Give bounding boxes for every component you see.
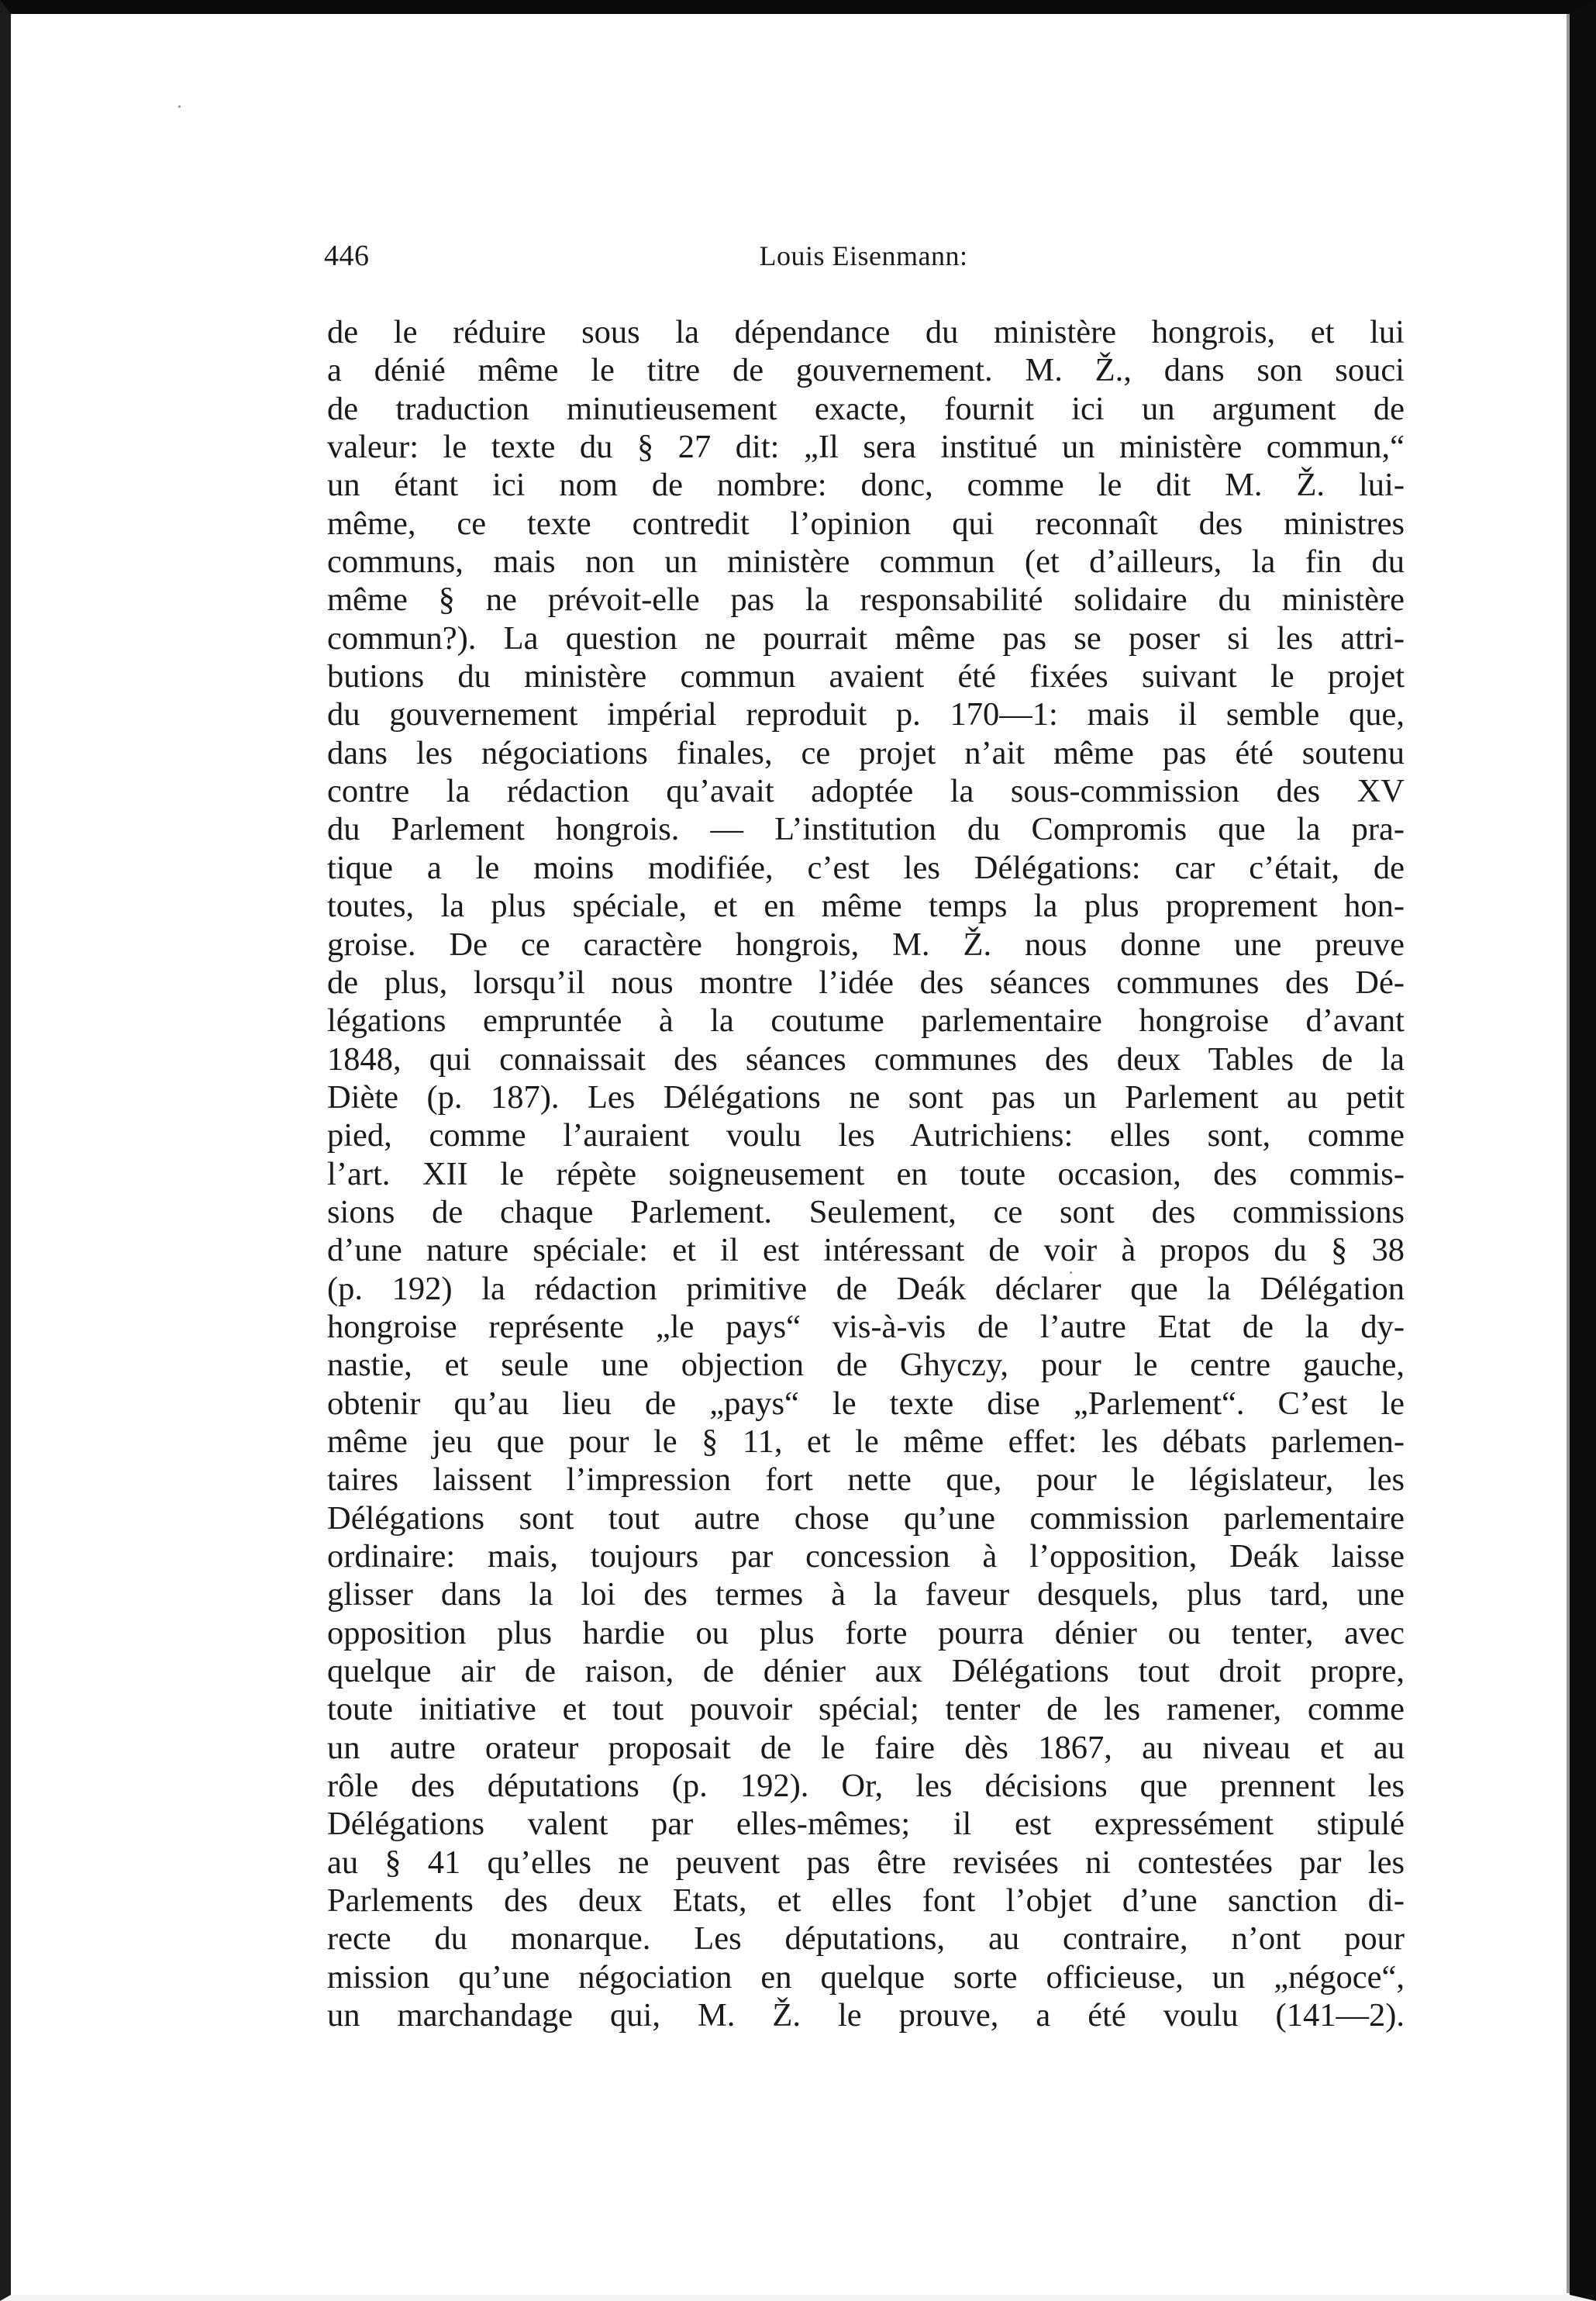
text-line: opposition plus hardie ou plus forte pourra dénier ou tenter, avec [327, 1614, 1405, 1651]
running-head: Louis Eisenmann: [759, 240, 968, 271]
page-header [324, 233, 1403, 279]
text-line: du gouvernement impérial reproduit p. 170—1: mais il semble que, [327, 696, 1405, 733]
text-line: même jeu que pour le § 11, et le même effet: les débats parlemen- [327, 1423, 1405, 1460]
text-line: rôle des députations (p. 192). Or, les décisions que prennent les [327, 1768, 1405, 1805]
text-line: de plus, lorsqu’il nous montre l’idée des séances communes des Dé- [327, 964, 1405, 1001]
text-line: un autre orateur proposait de le faire dès 1867, au niveau et au [327, 1729, 1405, 1766]
page-number: 446 [324, 240, 370, 272]
text-line: hongroise représente „le pays“ vis-à-vis de l’autre Etat de la dy- [327, 1308, 1405, 1345]
text-line: même § ne prévoit-elle pas la responsabilité solidaire du ministère [327, 581, 1405, 619]
text-line: contre la rédaction qu’avait adoptée la sous-commission des XV [327, 773, 1405, 810]
text-line: butions du ministère commun avaient été fixées suivant le projet [327, 658, 1405, 695]
text-line: tique a le moins modifiée, c’est les Délégations: car c’était, de [327, 849, 1405, 886]
text-line: nastie, et seule une objection de Ghyczy, pour le centre gauche, [327, 1347, 1405, 1384]
page-edge-shadow [1567, 14, 1570, 2293]
text-line: toute initiative et tout pouvoir spécial; tenter de les ramener, comme [327, 1691, 1405, 1728]
text-line: 1848, qui connaissait des séances communes des deux Tables de la [327, 1040, 1405, 1078]
text-line: quelque air de raison, de dénier aux Délégations tout droit propre, [327, 1653, 1405, 1690]
text-line: du Parlement hongrois. — L’institution du Compromis que la pra- [327, 811, 1405, 848]
text-line: Délégations valent par elles-mêmes; il est expressément stipulé [327, 1806, 1405, 1843]
text-line: (p. 192) la rédaction primitive de Deák déclarer que la Délégation [327, 1270, 1405, 1307]
text-line: valeur: le texte du § 27 dit: „Il sera institué un ministère commun,“ [327, 429, 1405, 466]
text-line: pied, comme l’auraient voulu les Autrichiens: elles sont, comme [327, 1117, 1405, 1154]
text-line: de le réduire sous la dépendance du ministère hongrois, et lui [327, 314, 1405, 350]
text-line: dans les négociations finales, ce projet n’ait même pas été soutenu [327, 734, 1405, 771]
text-line: communs, mais non un ministère commun (et d’ailleurs, la fin du [327, 543, 1405, 581]
text-line: toutes, la plus spéciale, et en même temps la plus proprement hon- [327, 888, 1405, 925]
text-line: groise. De ce caractère hongrois, M. Ž. nous donne une preuve [327, 926, 1405, 963]
text-line: même, ce texte contredit l’opinion qui reconnaît des ministres [327, 505, 1405, 542]
text-line: l’art. XII le répète soigneusement en toute occasion, des commis- [327, 1155, 1405, 1192]
text-line: légations empruntée à la coutume parlementaire hongroise d’avant [327, 1002, 1405, 1040]
text-line: taires laissent l’impression fort nette que, pour le législateur, les [327, 1461, 1405, 1499]
text-line: de traduction minutieusement exacte, fournit ici un argument de [327, 390, 1405, 427]
text-line: au § 41 qu’elles ne peuvent pas être revisées ni contestées par les [327, 1844, 1405, 1881]
text-line: un marchandage qui, M. Ž. le prouve, a été voulu (141—2). [327, 1997, 1405, 2034]
text-line: Diète (p. 187). Les Délégations ne sont pas un Parlement au petit [327, 1078, 1405, 1116]
text-line: Parlements des deux Etats, et elles font l’objet d’une sanction di- [327, 1882, 1405, 1920]
text-line: mission qu’une négociation en quelque sorte officieuse, un „négoce“, [327, 1958, 1405, 1996]
text-line: un étant ici nom de nombre: donc, comme le dit M. Ž. lui- [327, 467, 1405, 504]
scan-speck [178, 105, 181, 108]
text-line: glisser dans la loi des termes à la faveur desquels, plus tard, une [327, 1576, 1405, 1613]
text-line: d’une nature spéciale: et il est intéressant de voir à propos du § 38 [327, 1232, 1405, 1269]
body-text [327, 313, 1405, 2034]
text-line: a dénié même le titre de gouvernement. M. Ž., dans son souci [327, 352, 1405, 389]
text-line: commun?). La question ne pourrait même pas se poser si les attri- [327, 619, 1405, 657]
text-line: sions de chaque Parlement. Seulement, ce sont des commissions [327, 1193, 1405, 1230]
text-line: Délégations sont tout autre chose qu’une commission parlementaire [327, 1499, 1405, 1537]
text-line: ordinaire: mais, toujours par concession à l’opposition, Deák laisse [327, 1538, 1405, 1575]
text-line: obtenir qu’au lieu de „pays“ le texte dise „Parlement“. C’est le [327, 1385, 1405, 1422]
text-line: recte du monarque. Les députations, au contraire, n’ont pour [327, 1920, 1405, 1958]
